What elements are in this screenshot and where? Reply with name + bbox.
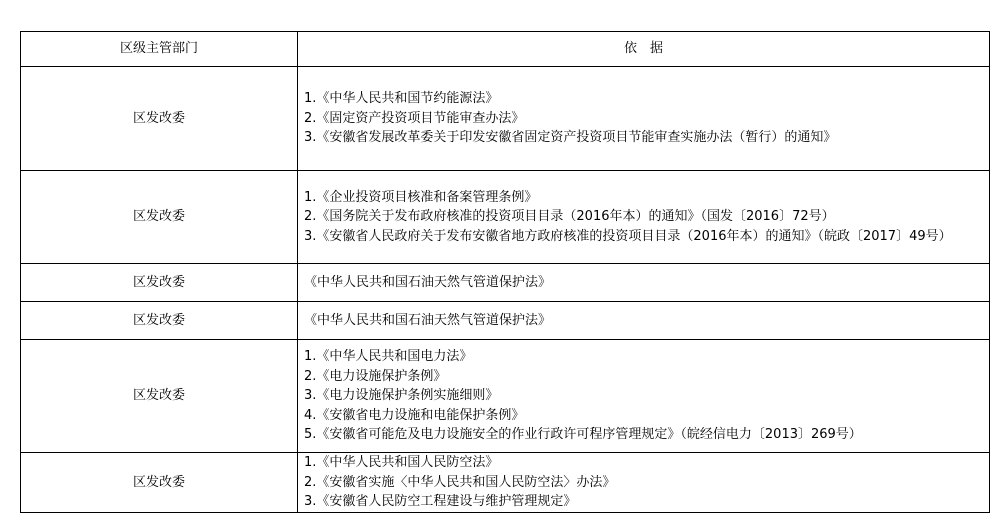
basis-line: 2.《固定资产投资项目节能审查办法》 [304, 110, 525, 126]
basis-line: 3.《安徽省发展改革委关于印发安徽省固定资产投资项目节能审查实施办法（暂行）的通知》 [304, 130, 837, 146]
basis-line: 《中华人民共和国石油天然气管道保护法》 [304, 274, 552, 290]
dept-cell: 区发改委 [21, 302, 298, 340]
dept-cell: 区发改委 [21, 264, 298, 302]
basis-line: 2.《电力设施保护条例》 [304, 368, 447, 384]
basis-cell [298, 453, 990, 513]
basis-line: 3.《安徽省人民政府关于发布安徽省地方政府核准的投资项目目录（2016年本）的通知》（皖政〔2017〕49号） [304, 228, 952, 244]
basis-line: 2.《安徽省实施〈中华人民共和国人民防空法〉办法》 [304, 474, 616, 490]
basis-line: 1.《中华人民共和国节约能源法》 [304, 91, 499, 107]
dept-cell: 区发改委 [21, 171, 298, 264]
table-row [21, 340, 990, 453]
dept-cell: 区发改委 [21, 67, 298, 171]
table-header-row [21, 32, 990, 67]
basis-cell [298, 264, 990, 302]
dept-cell: 区发改委 [21, 453, 298, 513]
table-row [21, 453, 990, 513]
table-row [21, 67, 990, 171]
basis-cell [298, 171, 990, 264]
table-row [21, 302, 990, 340]
basis-cell [298, 340, 990, 453]
basis-line: 3.《安徽省人民防空工程建设与维护管理规定》 [304, 494, 577, 509]
basis-line: 1.《企业投资项目核准和备案管理条例》 [304, 189, 538, 205]
header-dept: 区级主管部门 [21, 32, 298, 67]
basis-line: 1.《中华人民共和国电力法》 [304, 349, 473, 365]
basis-cell [298, 302, 990, 340]
basis-line: 3.《电力设施保护条例实施细则》 [304, 388, 499, 404]
dept-cell: 区发改委 [21, 340, 298, 453]
basis-line: 《中华人民共和国石油天然气管道保护法》 [304, 312, 552, 328]
table-row [21, 264, 990, 302]
table-row [21, 171, 990, 264]
header-basis: 依 据 [298, 32, 990, 67]
basis-line: 4.《安徽省电力设施和电能保护条例》 [304, 407, 525, 423]
basis-line: 5.《安徽省可能危及电力设施安全的作业行政许可程序管理规定》（皖经信电力〔2013〕269号） [304, 427, 862, 443]
basis-line: 2.《国务院关于发布政府核准的投资项目目录（2016年本）的通知》（国发〔2016〕72号） [304, 209, 835, 225]
basis-line: 1.《中华人民共和国人民防空法》 [304, 455, 499, 470]
basis-cell [298, 67, 990, 171]
basis-table [20, 31, 990, 513]
